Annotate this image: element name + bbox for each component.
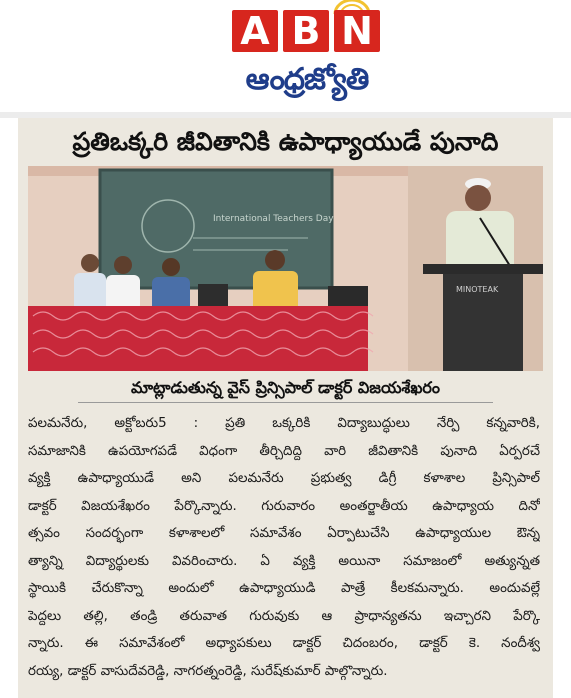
body-line: డాక్టర్ విజయశేఖరం పేర్కొన్నారు. గురువారం అంతర్జాతీయ ఉపాధ్యాయ దినో xyxy=(28,498,540,514)
body-line: పలమనేరు, అక్టోబరు5 : ప్రతి ఒక్కరికి విద్యాబుద్ధులు నేర్పి కన్నవారికి, xyxy=(28,416,540,431)
body-line: స్థాయికి చేరుకొన్నా అందులో ఉపాధ్యాయుడి పాత్రే కీలకమన్నారు. అందువల్లే xyxy=(28,581,540,596)
headline: ప్రతిఒక్కరి జీవితానికి ఉపాధ్యాయుడే పునాది xyxy=(72,127,499,156)
news-photo-illustration xyxy=(28,166,543,371)
body-line: వ్యక్తి ఉపాధ్యాయుడే అని పలమనేరు ప్రభుత్వ డిగ్రీ కళాశాల ప్రిన్సిపాల్ xyxy=(28,471,540,486)
body-line: రయ్య, డాక్టర్ వాసుదేవరెడ్డి, నాగరత్నంరెడ్డి, సురేష్‌కుమార్ పాల్గొన్నారు. xyxy=(28,663,388,679)
body-line: న్నారు. ఈ సమావేశంలో అధ్యాపకులు డాక్టర్ చిదంబరం, డాక్టర్ కె. నందీశ్వ xyxy=(28,636,540,651)
news-clipping xyxy=(18,118,553,698)
body-line: త్సవం సందర్భంగా కళాశాలలో సమావేశం ఏర్పాటుచేసి ఉపాధ్యాయుల ఔన్న xyxy=(28,526,540,541)
photo-caption: మాట్లాడుతున్న వైస్ ప్రిన్సిపాల్ డాక్టర్ విజయశేఖరం xyxy=(130,378,441,397)
logo-letter-a: A xyxy=(232,10,278,52)
blackboard-text: International Teachers Day xyxy=(213,214,334,224)
podium-label: MINOTEAK xyxy=(456,285,499,294)
body-line: త్యాన్ని విద్యార్థులకు వివరించారు. ఏ వ్యక్తి అయినా సమాజంలో అత్యున్నత xyxy=(28,553,540,569)
body-line: సమాజానికి ఉపయోగపడే విధంగా తీర్చిదిద్ది వారి జీవితానికి పునాది ఏర్పరచే xyxy=(28,443,540,459)
article-body xyxy=(28,410,540,685)
news-photo xyxy=(28,166,543,371)
body-line: పెద్దలు తల్లి, తండ్రి తరువాత గురువుకు ఆ ప్రాధాన్యతను ఇచ్చారని పేర్కొ xyxy=(28,608,540,624)
masthead-title: ఆంధ్రజ్యోతి xyxy=(245,62,369,97)
logo-letter-n: N xyxy=(334,10,380,52)
newspaper-header xyxy=(0,0,571,112)
logo-letter-b: B xyxy=(283,10,329,52)
caption-divider xyxy=(78,402,493,403)
